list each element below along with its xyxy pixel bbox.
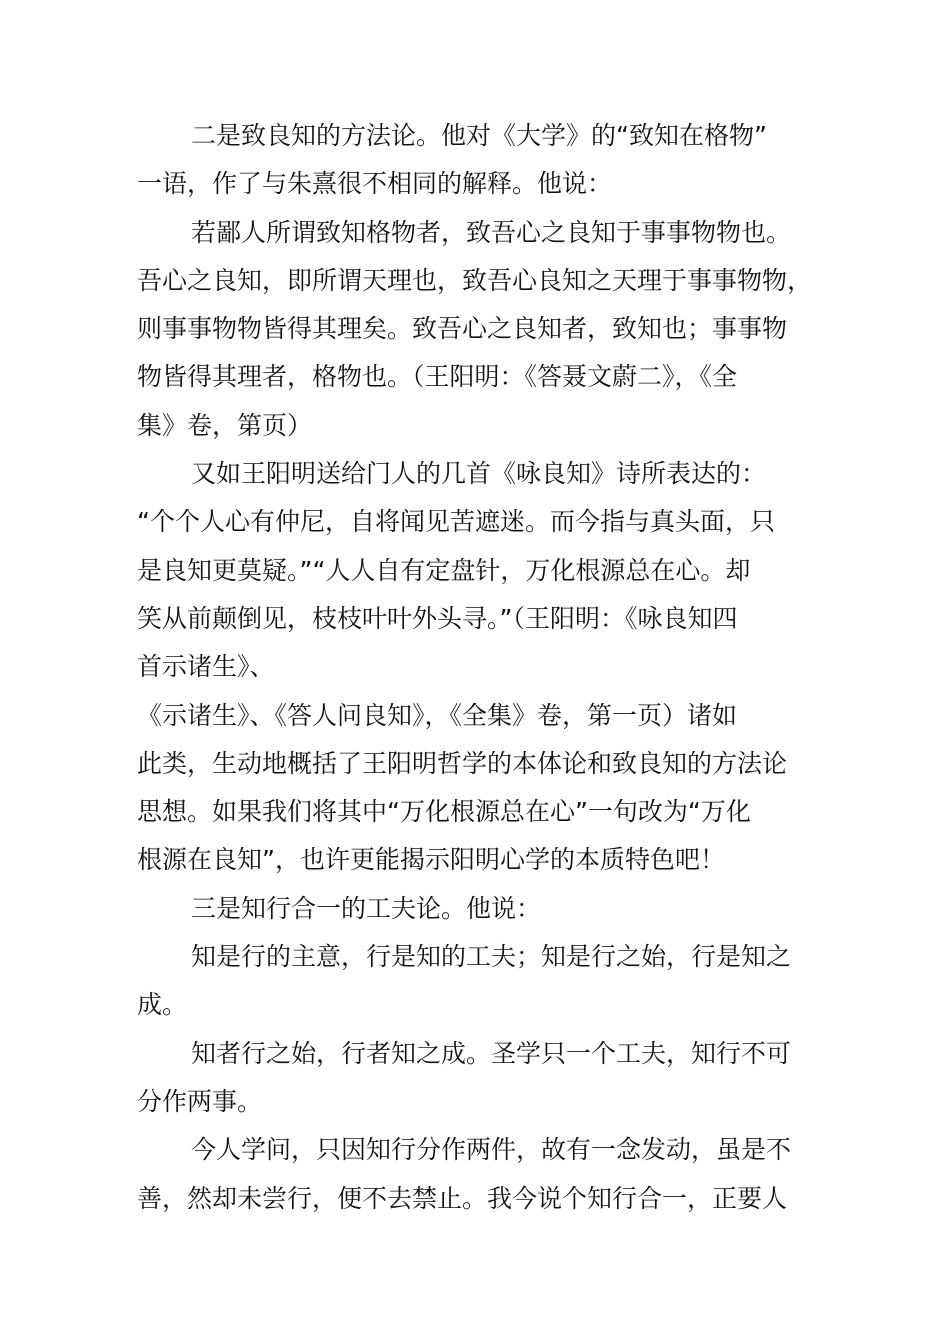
text-line: 今人学问，只因知行分作两件，故有一念发动，虽是不 [191, 1135, 792, 1165]
text-line: 成。 [137, 990, 188, 1020]
text-line: 三是知行合一的工夫论。他说： [191, 893, 542, 923]
text-line: 笑从前颠倒见，枝枝叶叶外头寻。”（王阳明：《咏良知四 [137, 603, 738, 633]
text-line: 若鄙人所谓致知格物者，致吾心之良知于事事物物也。 [191, 217, 792, 247]
document-body [137, 112, 817, 1223]
text-line: 思想。如果我们将其中“万化根源总在心”一句改为“万化 [137, 797, 751, 827]
text-line: 物皆得其理者，格物也。（王阳明：《答聂文蔚二》，《全 [137, 362, 738, 392]
text-line: 又如王阳明送给门人的几首《咏良知》诗所表达的： [191, 459, 767, 489]
text-line: 知者行之始，行者知之成。圣学只一个工夫，知行不可 [191, 1038, 792, 1068]
text-line: 则事事物物皆得其理矣。致吾心之良知者，致知也；事事物 [137, 314, 788, 344]
text-line: “个个人心有仲尼，自将闻见苦遮迷。而今指与真头面，只 [137, 507, 775, 537]
text-line: 是良知更莫疑。”“人人自有定盘针，万化根源总在心。却 [137, 555, 751, 585]
text-line: 集》卷，第页） [137, 410, 313, 440]
text-line: 善，然却未尝行，便不去禁止。我今说个知行合一，正要人 [137, 1183, 788, 1213]
text-line: 分作两事。 [137, 1086, 263, 1116]
text-line: 一语，作了与朱熹很不相同的解释。他说： [137, 169, 613, 199]
text-line: 首示诸生》、 [137, 652, 275, 682]
text-line: 《示诸生》、《答人问良知》，《全集》卷，第一页）诸如 [137, 700, 738, 730]
text-line: 吾心之良知，即所谓天理也，致吾心良知之天理于事事物物， [137, 265, 813, 295]
text-line: 此类，生动地概括了王阳明哲学的本体论和致良知的方法论 [137, 748, 788, 778]
text-line: 二是致良知的方法论。他对《大学》的“致知在格物” [191, 121, 767, 150]
text-line: 知是行的主意，行是知的工夫；知是行之始，行是知之 [191, 942, 792, 972]
text-line: 根源在良知”，也许更能揭示阳明心学的本质特色吧！ [137, 845, 725, 875]
